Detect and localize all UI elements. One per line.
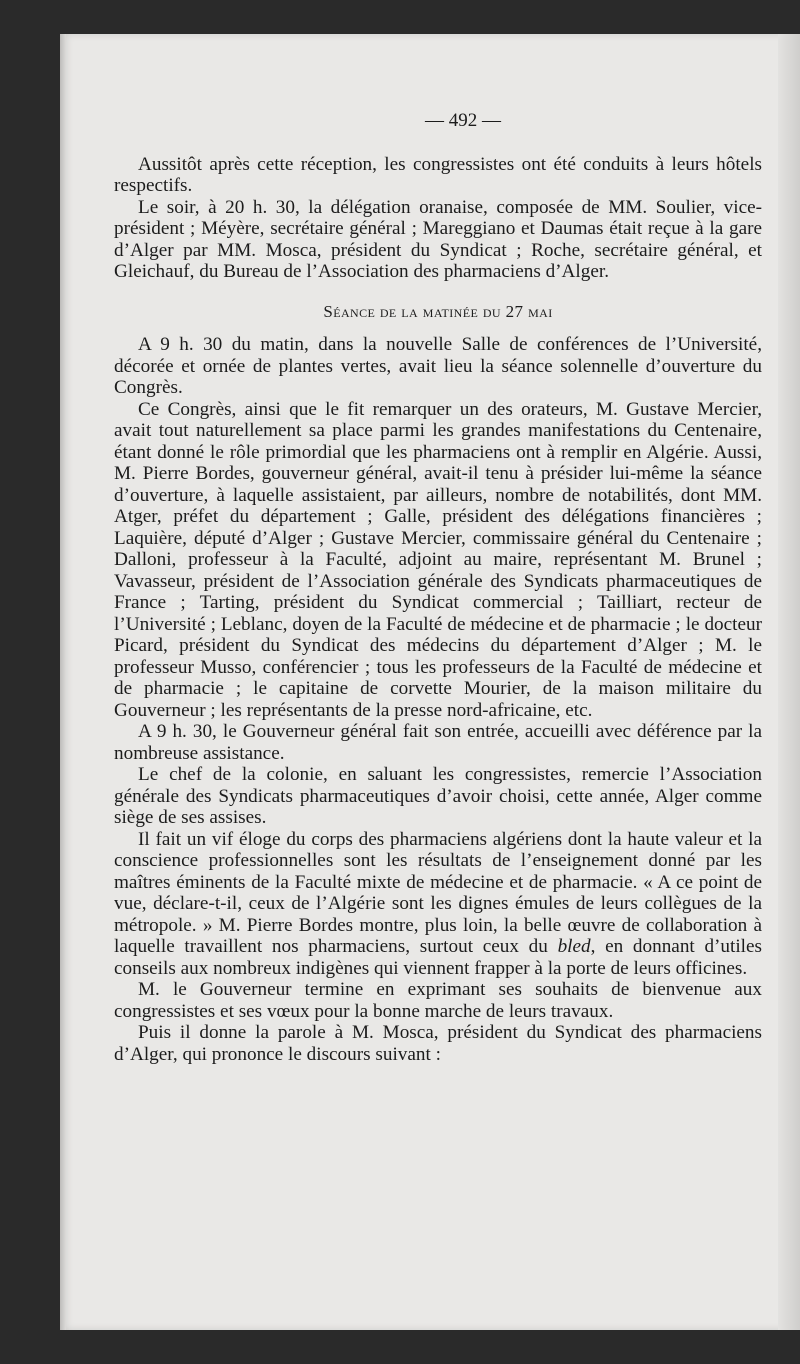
paragraph-9: Puis il donne la parole à M. Mosca, président du Syndicat des pharmaciens d’Alger, qui prononce le discours suivant : xyxy=(114,1022,762,1065)
page-edge xyxy=(778,34,800,1330)
paragraph-6: Le chef de la colonie, en saluant les congressistes, remercie l’Association générale des Syndicats pharmaceutiques d’avoir choisi, cette année, Alger comme siège de ses assises. xyxy=(114,764,762,828)
paragraph-5: A 9 h. 30, le Gouverneur général fait son entrée, accueilli avec déférence par la nombreuse assistance. xyxy=(114,721,762,764)
paragraph-7-italic: bled xyxy=(557,936,591,957)
paragraph-8: M. le Gouverneur termine en exprimant ses souhaits de bienvenue aux congressistes et ses vœux pour la bonne marche de leurs travaux. xyxy=(114,979,762,1022)
paragraph-1: Aussitôt après cette réception, les congressistes ont été conduits à leurs hôtels respectifs. xyxy=(114,153,762,196)
section-heading: Séance de la matinée du 27 mai xyxy=(323,301,553,321)
paragraph-2: Le soir, à 20 h. 30, la délégation oranaise, composée de MM. Soulier, vice-président ; Méyère, secrétaire général ; Mareggiano et Daumas était reçue à la gare d’Alger par MM. Mosca, président du Syndicat ; Roche, secrétaire général, et Gleichauf, du Bureau de l’Association des pharmaciens d’Alger. xyxy=(114,196,762,282)
paragraph-4: Ce Congrès, ainsi que le fit remarquer un des orateurs, M. Gustave Mercier, avait tout naturellement sa place parmi les grandes manifestations du Centenaire, étant donné le rôle primordial que les pharmaciens ont à remplir en Algérie. Aussi, M. Pierre Bordes, gouverneur général, avait-il tenu à présider lui-même la séance d’ouverture, à laquelle assistaient, par ailleurs, nombre de notabilités, dont MM. Atger, préfet du département ; Galle, président des délégations financières ; Laquière, député d’Alger ; Gustave Mercier, commissaire général du Centenaire ; Dalloni, professeur à la Faculté, adjoint au maire, représentant M. Brunel ; Vavasseur, président de l’Association générale des Syndicats pharmaceutiques de France ; Tarting, président du Syndicat commercial ; Tailliart, recteur de l’Université ; Leblanc, doyen de la Faculté de médecine et de pharmacie ; le docteur Picard, président du Syndicat des médecins du département d’Alger ; M. le professeur Musso, conférencier ; tous les professeurs de la Faculté de médecine et de pharmacie ; le capitaine de corvette Mourier, de la maison militaire du Gouverneur ; les représentants de la presse nord-africaine, etc. xyxy=(114,398,762,721)
paragraph-3: A 9 h. 30 du matin, dans la nouvelle Salle de conférences de l’Université, décorée et ornée de plantes vertes, avait lieu la séance solennelle d’ouverture du Congrès. xyxy=(114,334,762,398)
page-number: — 492 — xyxy=(425,110,501,131)
paragraph-7 xyxy=(114,829,762,980)
paragraph-7-text-a: Il fait un vif éloge du corps des pharmaciens algériens dont la haute valeur et la conscience professionnelles sont les résultats de l’enseignement donné par les maîtres éminents de la Faculté mixte de médecine et de pharmacie. « A ce point de vue, déclare-t-il, ceux de l’Algérie sont les dignes émules de leurs collègues de la métropole. » M. Pierre Bordes montre, plus loin, la belle œuvre de collaboration à laquelle travaillent nos pharmaciens, surtout ceux du xyxy=(114,828,762,957)
paragraph-7-text-b: , en donnant d’utiles conseils aux nombreux indigènes qui viennent frapper à la porte de leurs officines. xyxy=(114,936,762,979)
page-text xyxy=(114,110,762,1065)
